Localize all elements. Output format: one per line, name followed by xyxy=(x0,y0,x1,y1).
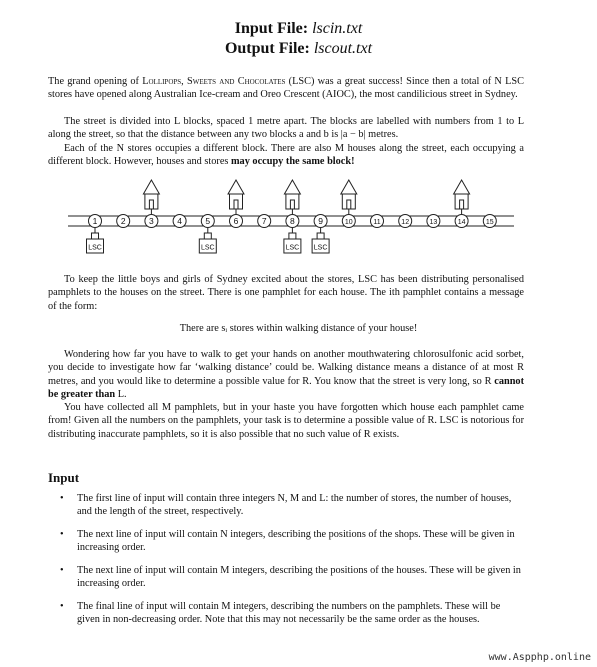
block-marker xyxy=(455,215,468,228)
block-marker xyxy=(89,215,102,228)
street-diagram xyxy=(0,172,597,264)
bullet-dot: • xyxy=(60,601,64,612)
intro-paragraph-3: Each of the N stores occupies a different block. There are also M houses along the street, each occupying a different block. However, houses and stores may occupy the same block! xyxy=(48,143,524,168)
block-number: 6 xyxy=(233,216,239,226)
input-section-title: Input xyxy=(48,470,80,485)
block-marker xyxy=(427,215,440,228)
store-label: LSC xyxy=(88,244,102,252)
houses-layer xyxy=(143,180,469,214)
block-marker xyxy=(230,215,243,228)
input-bullet-1: • The first line of input will contain three integers N, M and L: the number of stores, the number of houses, and the length of the street, respectively. xyxy=(60,493,512,518)
store-label: LSC xyxy=(313,244,328,252)
block-marker xyxy=(145,215,158,228)
block-marker xyxy=(117,215,130,228)
bullet-dot: • xyxy=(60,565,64,576)
block-number: 7 xyxy=(261,216,267,226)
block-marker xyxy=(173,215,186,228)
store-icon xyxy=(199,228,216,253)
block-marker xyxy=(201,215,214,228)
block-marker xyxy=(314,215,327,228)
block-number: 9 xyxy=(318,216,323,226)
output-file-name: lscout.txt xyxy=(313,40,373,57)
task-paragraph: You have collected all M pamphlets, but in your haste you have forgotten which house each pamphlet came from! Given all the numbers on the pamphlets, your task is to determine a possible value of R. LSC is notorious for distributing inaccurate pamphlets, so it is also possible that no such value of R exists. xyxy=(48,402,524,440)
pamphlet-message: There are sᵢ stores within walking distance of your house! xyxy=(179,323,418,334)
block-marker xyxy=(399,215,412,228)
house-icon xyxy=(143,180,159,214)
store-label: LSC xyxy=(285,244,300,252)
intro-paragraph-1: The grand opening of Lollipops, Sweets and Chocolates (LSC) was a great success! Since then a total of N LSC stores have opened along Australian Ice-cream and Oreo Crescent (AIOC), the most candilicious street in Sydney. xyxy=(48,76,524,101)
block-marker xyxy=(286,215,299,228)
walking-distance-paragraph: Wondering how far you have to walk to get your hands on another mouthwatering chlorosulfonic acid sorbet, you decide to investigate how far ‘walking distance’ could be. Walking distance means a distance of at most R metres, and you would like to determine a possible value for R. You know that the street is very long, so R cannot be greater than L. xyxy=(48,349,524,401)
emphasis-cannot-exceed: cannot be greater than xyxy=(48,375,524,401)
bullet-dot: • xyxy=(60,529,64,540)
input-bullet-3: • The next line of input will contain M integers, describing the positions of the houses. These will be given in increasing order. xyxy=(60,565,521,590)
pamphlet-paragraph: To keep the little boys and girls of Sydney excited about the stores, LSC has been distributing personalised pamphlets to the houses on the street. There is one pamphlet for each house. The ith pamphlet contains a message of the form: xyxy=(48,274,524,312)
output-file-heading: Output File: lscout.txt xyxy=(224,40,373,57)
house-icon xyxy=(454,180,470,214)
block-number: 3 xyxy=(149,216,154,226)
input-bullet-4: • The final line of input will contain M integers, describing the numbers on the pamphlets. These will be given in non-decreasing order. Note that this may not necessarily be the same order as the houses. xyxy=(60,601,501,626)
block-number: 1 xyxy=(92,216,98,226)
block-marker xyxy=(371,215,384,228)
block-number: 12 xyxy=(401,219,410,226)
store-icon xyxy=(284,228,301,253)
house-icon xyxy=(341,180,357,214)
store-label: LSC xyxy=(200,244,215,252)
input-file-name: lscin.txt xyxy=(312,20,363,37)
block-marker xyxy=(258,215,271,228)
stores-layer xyxy=(87,228,330,253)
block-number: 8 xyxy=(290,216,295,226)
input-bullet-2: • The next line of input will contain N integers, describing the positions of the shops. These will be given in increasing order. xyxy=(60,529,515,554)
block-number: 13 xyxy=(429,219,438,226)
intro-paragraph-2: The street is divided into L blocks, spaced 1 metre apart. The blocks are labelled with numbers from 1 to L along the street, so that the distance between any two blocks a and b is |a − b| metres. xyxy=(48,116,524,141)
store-name: Lollipops, Sweets and Chocolates xyxy=(142,76,286,87)
store-icon xyxy=(312,228,329,253)
house-icon xyxy=(284,180,300,214)
block-marker xyxy=(342,215,355,228)
block-number: 14 xyxy=(457,219,466,226)
input-file-heading: Input File: lscin.txt xyxy=(234,20,363,37)
store-icon xyxy=(87,228,104,253)
block-number: 15 xyxy=(485,219,494,226)
block-number: 2 xyxy=(120,216,126,226)
block-number: 11 xyxy=(373,219,381,226)
emphasis-same-block: may occupy the same block! xyxy=(230,156,355,168)
watermark: www.Aspphp.online xyxy=(488,652,591,663)
blocks-layer xyxy=(89,215,497,228)
block-number: 4 xyxy=(177,216,182,226)
block-number: 5 xyxy=(205,216,211,226)
block-marker xyxy=(483,215,496,228)
bullet-dot: • xyxy=(60,493,64,504)
house-icon xyxy=(228,180,244,214)
block-number: 10 xyxy=(344,219,353,226)
